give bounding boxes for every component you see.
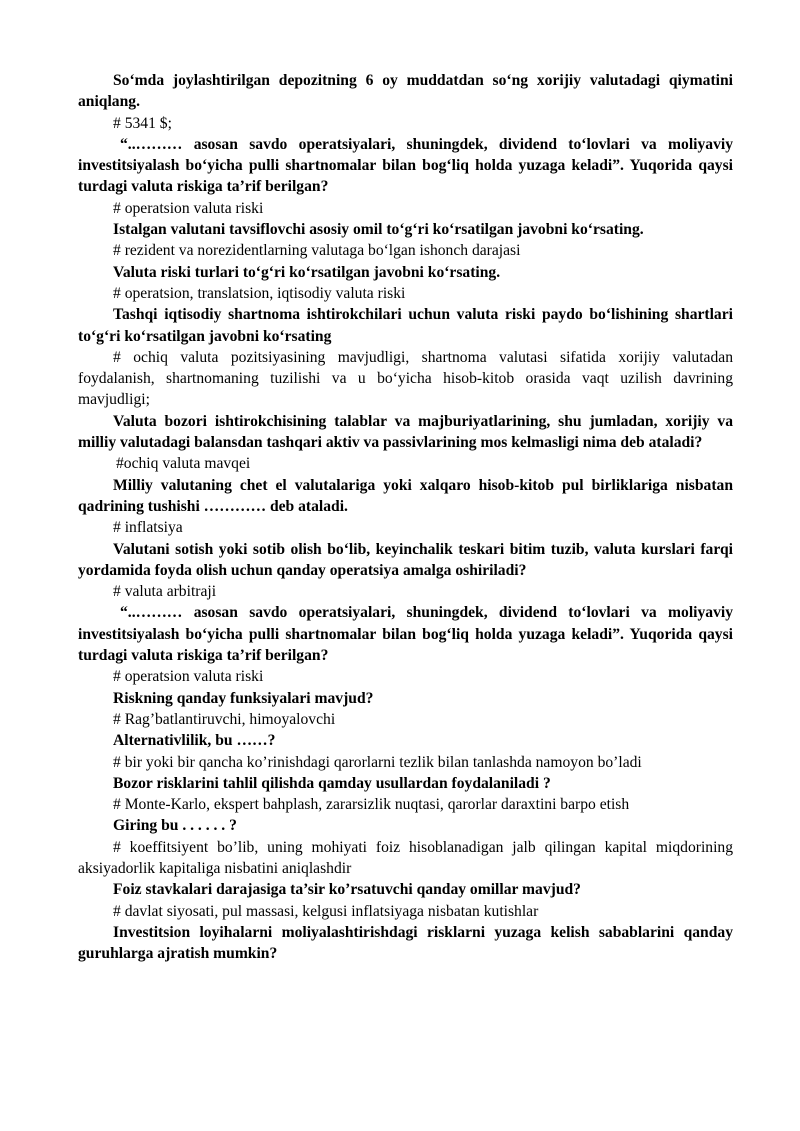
- answer: # rezident va norezidentlarning valutaga bo‘lgan ishonch darajasi: [113, 242, 521, 260]
- answer: # ochiq valuta pozitsiyasining mavjudligi, shartnoma valutasi sifatida xorijiy valutadan foydalanish, shartnomaning tuzilishi va u bo‘yicha hisob-kitob orasida vaqt uzilish davrining mavjudligi;: [78, 348, 733, 409]
- question: Foiz stavkalari darajasiga ta’sir ko’rsatuvchi qanday omillar mavjud?: [113, 881, 581, 899]
- question: Valuta bozori ishtirokchisining talablar va majburiyatlarining, shu jumladan, xorijiy va milliy valutadagi balansdan tashqari aktiv va passivlarining mos kelmasligi nima deb ataladi?: [78, 412, 733, 452]
- question: Bozor risklarini tahlil qilishda qamday usullardan foydalaniladi ?: [113, 774, 551, 792]
- answer: # Monte-Karlo, ekspert bahplash, zararsizlik nuqtasi, qarorlar daraxtini barpo etish: [113, 796, 630, 814]
- question: Riskning qanday funksiyalari mavjud?: [113, 689, 374, 707]
- question: Tashqi iqtisodiy shartnoma ishtirokchilari uchun valuta riski paydo bo‘lishining shartlari to‘g‘ri ko‘rsatilgan javobni ko‘rsating: [78, 306, 733, 345]
- question: Istalgan valutani tavsiflovchi asosiy omil to‘g‘ri ko‘rsatilgan javobni ko‘rsating.: [113, 221, 644, 239]
- answer: # bir yoki bir qancha ko’rinishdagi qarorlarni tezlik bilan tanlashda namoyon bo’ladi: [113, 753, 642, 771]
- answer: # operatsion valuta riski: [113, 668, 264, 686]
- question: Alternativlilik, bu ……?: [113, 732, 276, 750]
- answer: # operatsion valuta riski: [113, 199, 264, 217]
- question: Milliy valutaning chet el valutalariga yoki xalqaro hisob-kitob pul birliklariga nisbatan qadrining tushishi ………… deb ataladi.: [78, 476, 733, 515]
- answer: # valuta arbitraji: [113, 583, 217, 601]
- question: Valutani sotish yoki sotib olish bo‘lib, keyinchalik teskari bitim tuzib, valuta kurslari farqi yordamida foyda olish uchun qanday operatsiya amalga oshiriladi?: [78, 540, 733, 579]
- question: “..……… asosan savdo operatsiyalari, shuningdek, dividend to‘lovlari va moliyaviy investitsiyalash bo‘yicha pulli shartnomalar bilan bog‘liq holda yuzaga keladi”. Yuqorida qaysi turdagi valuta riskiga ta’rif berilgan?: [78, 135, 733, 196]
- question: So‘mda joylashtirilgan depozitning 6 oy muddatdan so‘ng xorijiy valutadagi qiymatini aniqlang.: [78, 72, 733, 111]
- document-page: [78, 70, 733, 964]
- answer: # koeffitsiyent bo’lib, uning mohiyati foiz hisoblanadigan jalb qilingan kapital miqdorining aksiyadorlik kapitaliga nisbatini aniqlashdir: [78, 838, 733, 877]
- question: Investitsion loyihalarni moliyalashtirishdagi risklarni yuzaga kelish sabablarini qanday guruhlarga ajratish mumkin?: [78, 923, 733, 963]
- answer: # operatsion, translatsion, iqtisodiy valuta riski: [113, 284, 406, 302]
- answer: # 5341 $;: [113, 114, 172, 132]
- answer: # davlat siyosati, pul massasi, kelgusi inflatsiyaga nisbatan kutishlar: [113, 902, 539, 920]
- answer: # inflatsiya: [113, 519, 183, 537]
- answer: # Rag’batlantiruvchi, himoyalovchi: [113, 710, 336, 728]
- question: Giring bu . . . . . . ?: [113, 817, 237, 835]
- question: Valuta riski turlari to‘g‘ri ko‘rsatilgan javobni ko‘rsating.: [113, 263, 501, 281]
- answer: #ochiq valuta mavqei: [116, 455, 251, 473]
- question: “..……… asosan savdo operatsiyalari, shuningdek, dividend to‘lovlari va moliyaviy investitsiyalash bo‘yicha pulli shartnomalar bilan bog‘liq holda yuzaga keladi”. Yuqorida qaysi turdagi valuta riskiga ta’rif berilgan?: [78, 604, 733, 665]
